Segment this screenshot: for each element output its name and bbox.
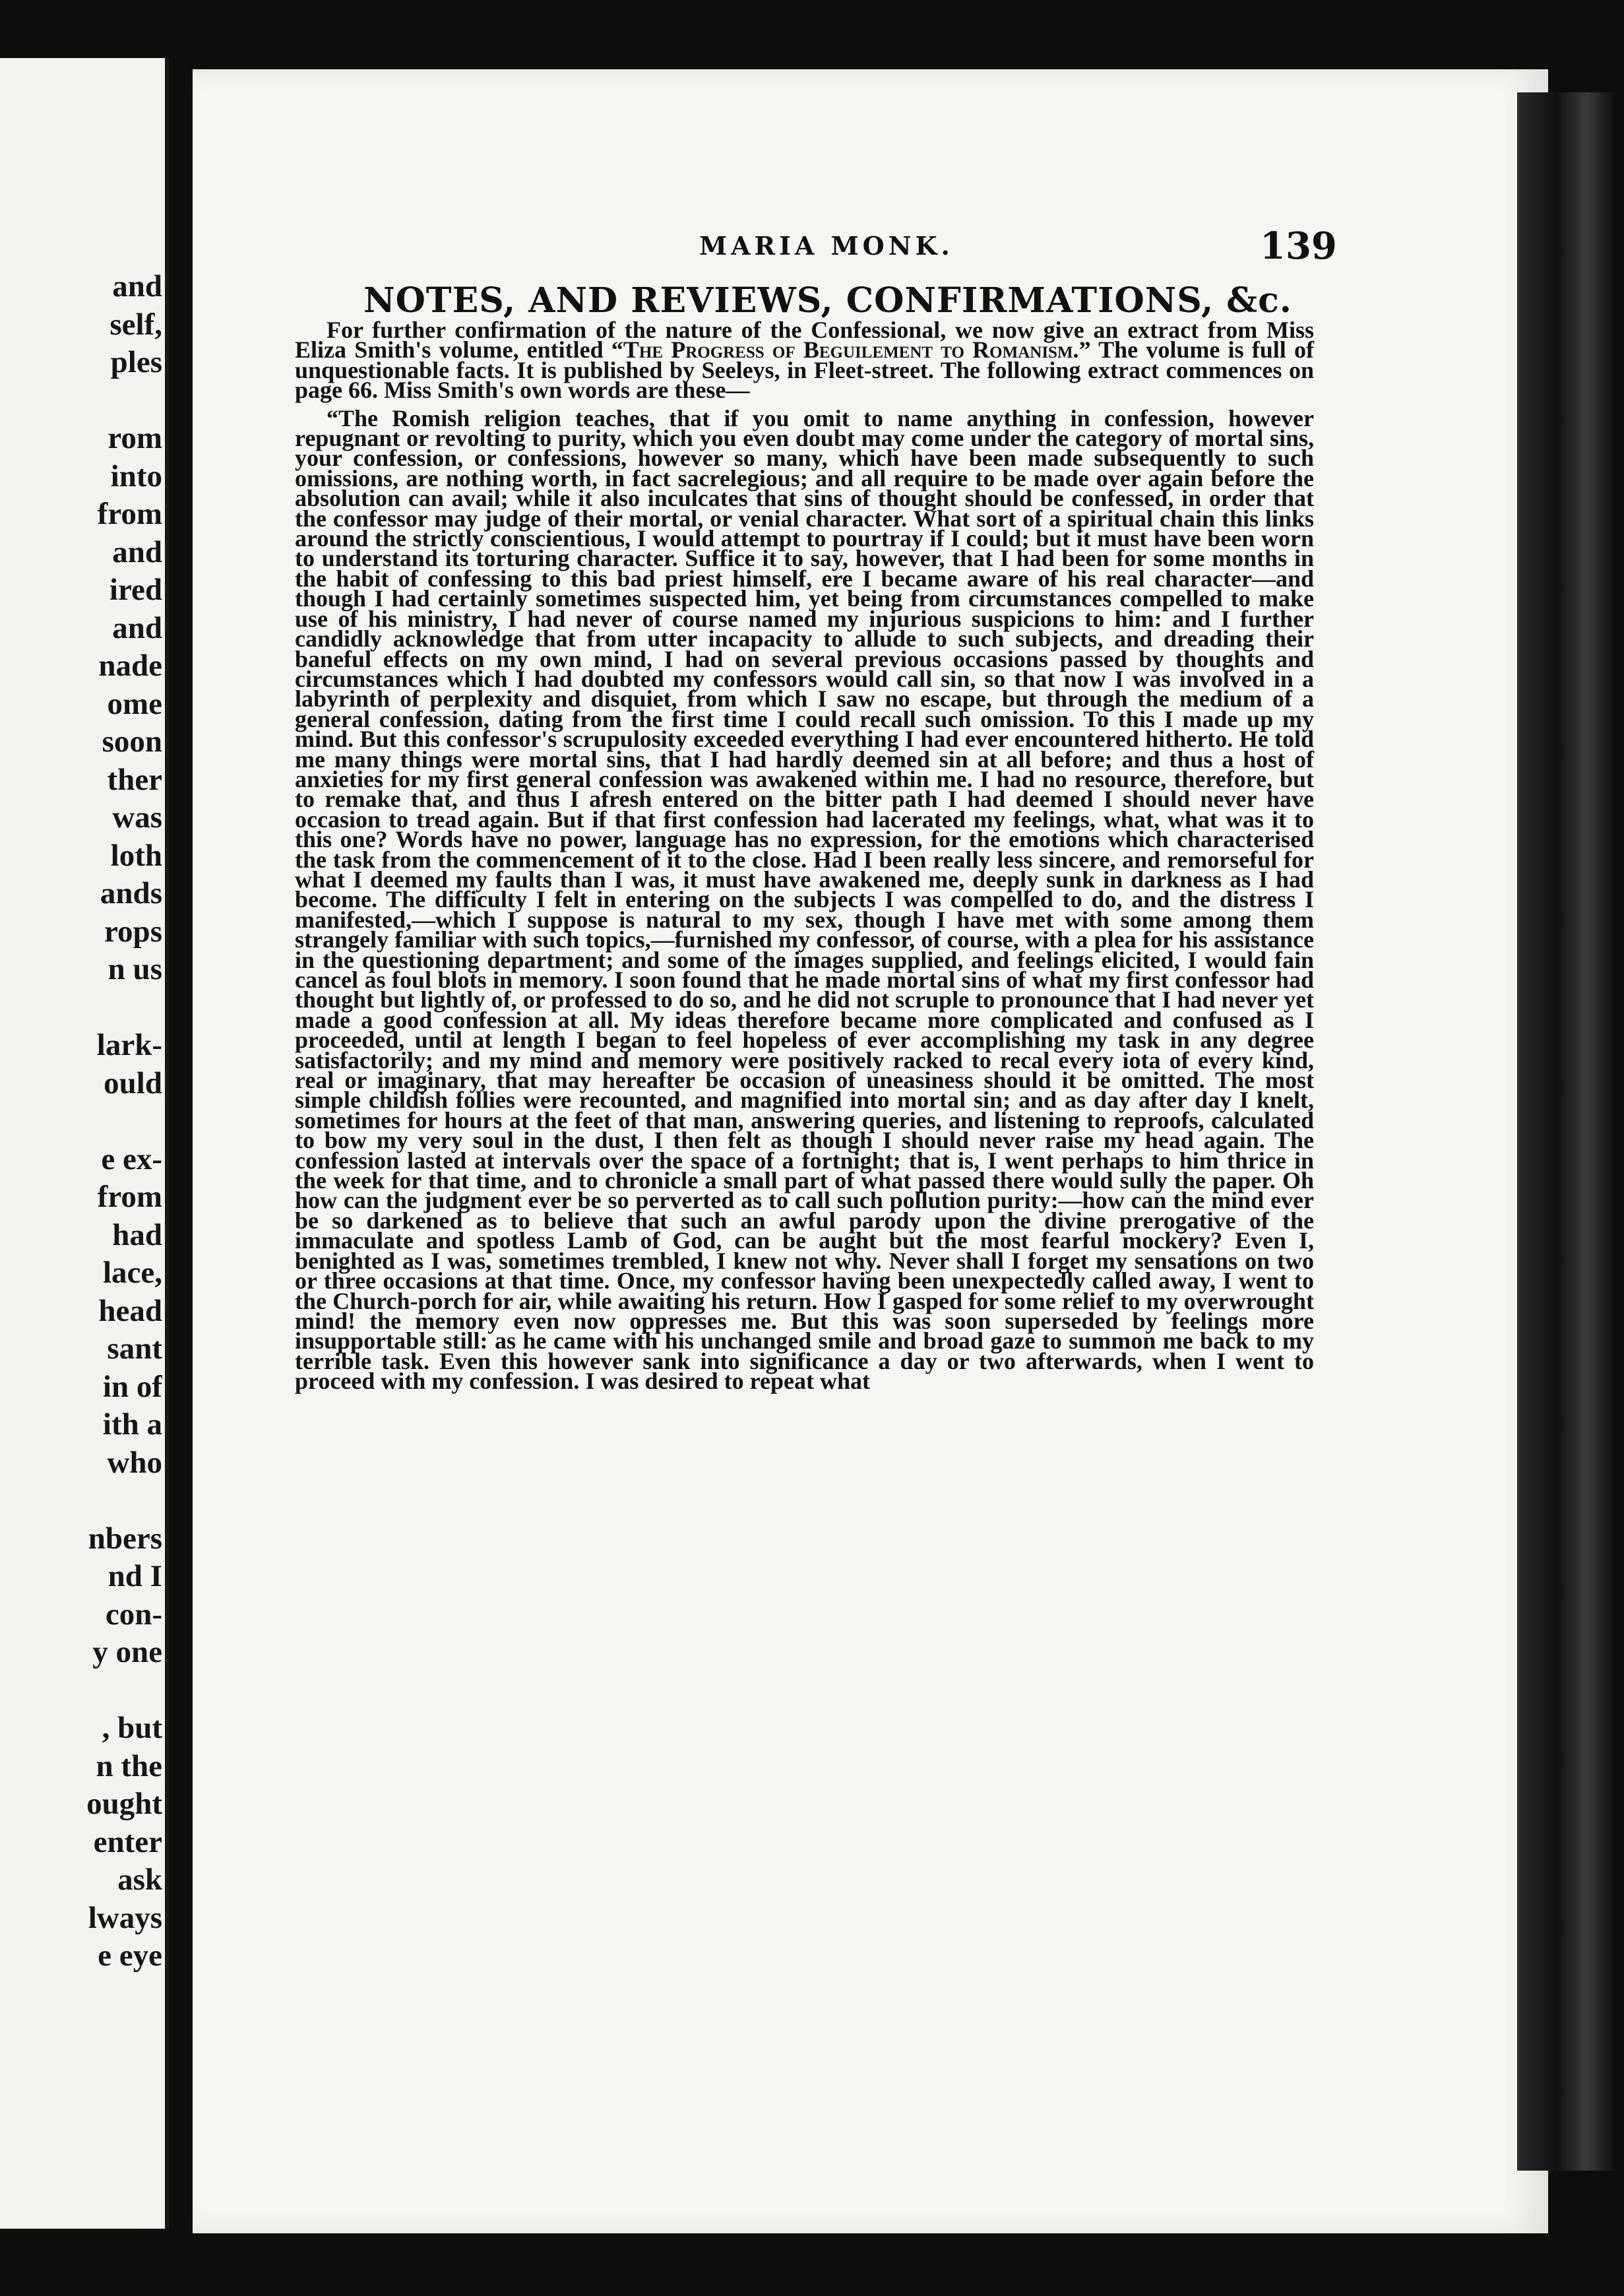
- facing-page-line: [4, 1672, 162, 1710]
- facing-page-line: [4, 382, 162, 420]
- facing-page-line: ask: [117, 1863, 162, 1897]
- facing-page-left: [0, 58, 169, 2229]
- facing-page-line: loth: [110, 838, 162, 873]
- facing-page-line: lace,: [102, 1256, 162, 1290]
- facing-page-line: , but: [102, 1711, 162, 1745]
- facing-page-line: e eye: [98, 1938, 162, 1973]
- book-edge: [1517, 92, 1616, 2171]
- facing-page-line: [4, 1482, 162, 1520]
- facing-page-line: in of: [102, 1369, 162, 1404]
- facing-page-line: ought: [86, 1787, 162, 1821]
- facing-page-line: ther: [107, 762, 162, 797]
- facing-page-line: from: [97, 497, 162, 531]
- facing-page-line: ands: [100, 876, 162, 910]
- facing-page-line: who: [107, 1445, 162, 1480]
- facing-page-line: sant: [107, 1331, 162, 1366]
- facing-page-line: had: [112, 1217, 162, 1252]
- intro-paragraph: [295, 317, 1314, 404]
- facing-page-line: from: [97, 1180, 162, 1214]
- facing-page-line: [4, 1102, 162, 1141]
- facing-page-line: and: [112, 534, 162, 569]
- book-title: The Progress of Beguilement to Romanism.: [623, 336, 1079, 364]
- intro-text-before: For further confirmation of the nature of the Confessional, we now give an extract from Miss Eliza Smith's volume, entitled “: [295, 317, 1314, 364]
- facing-page-line: nade: [98, 649, 162, 683]
- facing-page-line: e ex-: [101, 1141, 162, 1176]
- facing-page-line: y one: [92, 1635, 162, 1669]
- facing-page-line: ome: [107, 686, 162, 721]
- facing-page-line: ould: [104, 1066, 162, 1100]
- facing-page-line: n us: [108, 952, 162, 986]
- running-head: MARIA MONK.: [699, 231, 954, 261]
- facing-page-line: nd I: [108, 1559, 162, 1593]
- facing-page-line: ired: [109, 573, 162, 607]
- quoted-extract: “The Romish religion teaches, that if you omit to name anything in confession, however repugnant or revolting to purity, which you even doubt may come under the category of mortal sins, your confession, or confessions, however so many, which have been made subsequently to such omissions, are nothing worth, in fact sacrelegious; and all require to be made over again before the absolution can avail; while it also inculcates that sins of thought should be confessed, in order that the confessor may judge of their mortal, or venial character. What sort of a spiritual chain this links around the strictly conscientious, I would attempt to pourtray if I could; but it must have been worn to understand its torturing character. Suffice it to say, however, that I had been for some months in the habit of confessing to this bad priest himself, ere I became aware of his real character—and though I had certainly sometimes suspected him, yet being from circumstances compelled to make use of his ministry, I had never of course named my injurious suspicions to him: and I further candidly acknowledge that from utter incapacity to allude to such subjects, and dreading their baneful effects on my own mind, I had on several previous occasions passed by thoughts and circumstances which I had doubted my confessors would call sin, so that now I was involved in a labyrinth of perplexity and disquiet, from which I saw no escape, but through the medium of a general confession, dating from the first time I could recall such omission. To this I made up my mind. But this confessor's scrupulosity exceeded everything I had ever encountered hitherto. He told me many things were mortal sins, that I had hardly deemed sin at all before; and thus a host of anxieties for my first general confession was awakened within me. I had no resource, therefore, but to remake that, and thus I afresh entered on the bitter path I had deemed I should never have occasion to tread again. But if that first confession had lacerated my feelings, what, what was it to this one? Words have no power, language has no expression, for the emotions which characterised the task from the commencement of it to the close. Had I been really less sincere, and remorseful for what I deemed my faults than I was, it must have awakened me, deeply sunk in darkness as I had become. The difficulty I felt in entering on the subjects I was compelled to do, and the distress I manifested,—which I suppose is natural to my sex, though I have met with some among them strangely familiar with such topics,—furnished my confessor, of course, with a plea for his assistance in the questioning department; and some of the images supplied, and feelings elicited, I would fain cancel as foul blots in memory. I soon found that he made mortal sins of what my first confessor had thought but lightly of, or professed to do so, and he did not scruple to pronounce that I had never yet made a good confession at all. My ideas therefore became more complicated and confused as I proceeded, until at length I began to feel hopeless of ever accomplishing my task in any degree satisfactorily; and my mind and memory were positively racked to recal every iota of every kind, real or imaginary, that may hereafter be occasion of uneasiness should it be omitted. The most simple childish follies were recounted, and magnified into mortal sin; and as day after day I knelt, sometimes for hours at the feet of that man, answering queries, and listening to reproofs, calculated to bow my very soul in the dust, I then felt as though I should never raise my head again. The confession lasted at intervals over the space of a fortnight; that is, I went perhaps to him thrice in the week for that time, and to chronicle a small part of what passed there would sully the paper. Oh how can the judgment ever be so perverted as to call such pollution purity:—how can the mind ever be so darkened as to believe that such an awful parody upon the divine prerogative of the immaculate and spotless Lamb of God, can be aught but the most fearful mockery? Even I, benighted as I was, sometimes trembled, I knew not why. Never shall I forget my sensations on two or three occasions at that time. Once, my confessor having been unexpectedly called away, I went to the Church-porch for air, while awaiting his return. How I gasped for some relief to my overwrought mind! the memory even now oppresses me. But this was soon superseded by feelings more insupportable still: as he came with his unchanged smile and broad gaze to summon me back to my terrible task. Even this however sank into significance a day or two afterwards, when I went to proceed with my confession. I was desired to repeat what: [295, 404, 1314, 1395]
- facing-page-line: lark-: [96, 1028, 162, 1062]
- facing-page-line: into: [110, 459, 162, 494]
- facing-page-line: head: [98, 1293, 162, 1328]
- facing-page-line: rops: [104, 914, 162, 949]
- facing-page-line: enter: [93, 1824, 162, 1859]
- facing-page-line: rom: [108, 421, 162, 455]
- page-number: 139: [1260, 224, 1337, 268]
- intro-text-after: ” The volume is full of unquestionable facts. It is published by Seeleys, in Fleet-street. The following extract commences on page 66. Miss Smith's own words are these—: [295, 336, 1314, 404]
- body-text: [295, 317, 1314, 1395]
- facing-page-line: con-: [105, 1597, 162, 1632]
- facing-page-line: and: [112, 610, 162, 645]
- facing-page-line: was: [112, 800, 162, 835]
- facing-page-line: n the: [96, 1748, 162, 1783]
- facing-page-line: ith a: [102, 1407, 162, 1442]
- facing-page-line: [4, 989, 162, 1027]
- facing-page-text-fragments: [4, 268, 162, 1975]
- section-title: NOTES, AND REVIEWS, CONFIRMATIONS, &c.: [363, 280, 1292, 321]
- facing-page-line: and: [112, 269, 162, 303]
- facing-page-line: lways: [88, 1900, 162, 1935]
- facing-page-line: soon: [102, 724, 162, 759]
- facing-page-line: nbers: [88, 1521, 162, 1556]
- facing-page-line: self,: [109, 307, 162, 342]
- facing-page-line: ples: [110, 345, 162, 379]
